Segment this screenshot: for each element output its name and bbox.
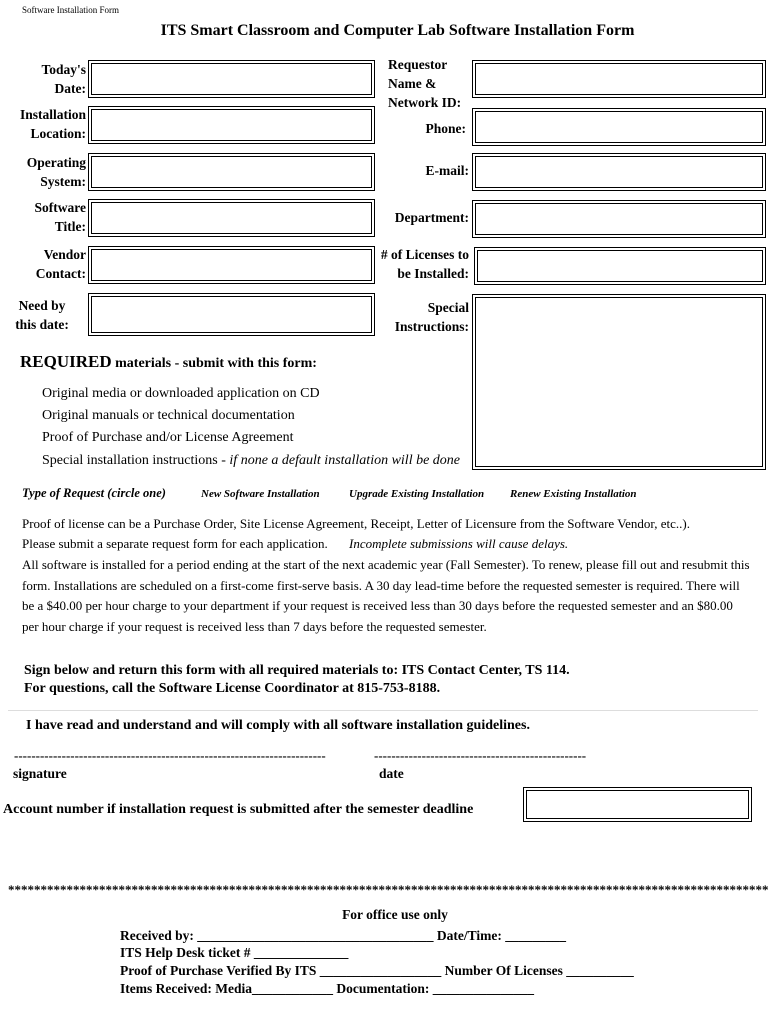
separate-request-text: Please submit a separate request form for each application. <box>22 536 328 551</box>
required-item: Original media or downloaded application on CD <box>42 386 320 401</box>
proof-verified-line: Proof of Purchase Verified By ITS __________________ Number Of Licenses __________ <box>120 963 634 978</box>
proof-of-license-text: Proof of license can be a Purchase Order, Site License Agreement, Receipt, Letter of Licensure from the Software Vendor, etc..). <box>22 516 690 531</box>
request-option-upgrade[interactable]: Upgrade Existing Installation <box>349 488 485 500</box>
required-word: REQUIRED <box>20 352 112 371</box>
label-software-title: Software Title: <box>34 200 86 234</box>
items-received-line: Items Received: Media____________ Documentation: _______________ <box>120 981 534 996</box>
signature-line[interactable]: ------------------------------------------------------------------------ <box>14 748 326 763</box>
operating-system-input[interactable] <box>92 157 371 187</box>
requestor-name-input[interactable] <box>476 64 762 94</box>
installation-location-input[interactable] <box>92 110 371 140</box>
sign-return-text: Sign below and return this form with all required materials to: ITS Contact Center, TS 114. <box>24 663 570 678</box>
label-requestor-name: Requestor Name & Network ID: <box>388 57 462 110</box>
vendor-contact-input[interactable] <box>92 250 371 280</box>
email-input[interactable] <box>476 157 762 187</box>
incomplete-warning: Incomplete submissions will cause delays. <box>349 536 569 551</box>
required-item <box>42 453 460 469</box>
help-desk-ticket-line: ITS Help Desk ticket # ______________ <box>120 945 349 960</box>
phone-field[interactable] <box>475 111 763 143</box>
software-title-input[interactable] <box>92 203 371 233</box>
required-item: Original manuals or technical documentation <box>42 408 295 423</box>
need-by-date-field[interactable] <box>91 296 372 333</box>
vendor-contact-field[interactable] <box>91 249 372 281</box>
operating-system-field[interactable] <box>91 156 372 188</box>
account-number-label: Account number if installation request is submitted after the semester deadline <box>3 802 474 817</box>
installation-location-field[interactable] <box>91 109 372 141</box>
special-instructions-textarea[interactable] <box>476 298 762 466</box>
separate-request-line <box>22 534 752 555</box>
software-title-field[interactable] <box>91 202 372 234</box>
todays-date-field[interactable] <box>91 63 372 95</box>
required-item: Proof of Purchase and/or License Agreement <box>42 430 294 445</box>
special-instructions-field[interactable] <box>475 297 763 467</box>
label-num-licenses: # of Licenses to be Installed: <box>380 247 469 281</box>
label-phone: Phone: <box>425 121 466 136</box>
label-todays-date: Today's Date: <box>41 62 86 96</box>
label-vendor-contact: Vendor Contact: <box>35 247 86 281</box>
required-item-note: if none a default installation will be done <box>229 453 461 468</box>
signature-label: signature <box>13 766 67 781</box>
page-title: ITS Smart Classroom and Computer Lab Software Installation Form <box>160 22 635 39</box>
label-special-instructions: Special Instructions: <box>394 300 469 334</box>
account-number-field[interactable] <box>526 790 749 819</box>
form-header-label: Software Installation Form <box>22 5 119 15</box>
label-need-by-date: Need by this date: <box>15 298 69 332</box>
num-licenses-field[interactable] <box>477 250 763 282</box>
star-divider: ********************************************************************************************************************* <box>8 882 769 897</box>
received-by-line: Received by: ___________________________________ Date/Time: _________ <box>120 928 566 943</box>
required-materials-heading <box>20 352 317 372</box>
label-installation-location: Installation Location: <box>19 107 86 141</box>
num-licenses-input[interactable] <box>478 251 762 281</box>
date-label: date <box>379 766 404 781</box>
department-field[interactable] <box>475 203 763 235</box>
office-use-heading: For office use only <box>342 907 448 922</box>
account-number-input[interactable] <box>527 791 748 818</box>
required-heading-rest: materials - submit with this form: <box>115 356 317 371</box>
request-type-label: Type of Request (circle one) <box>22 486 166 500</box>
department-input[interactable] <box>476 204 762 234</box>
date-line[interactable]: ------------------------------------------------- <box>374 748 587 763</box>
label-operating-system: Operating System: <box>26 155 86 189</box>
email-field[interactable] <box>475 156 763 188</box>
required-item-text: Special installation instructions - <box>42 453 230 468</box>
agreement-text: I have read and understand and will comply with all software installation guidelines. <box>26 718 530 733</box>
todays-date-input[interactable] <box>92 64 371 94</box>
phone-input[interactable] <box>476 112 762 142</box>
label-department: Department: <box>394 210 469 225</box>
questions-text: For questions, call the Software License Coordinator at 815-753-8188. <box>24 681 441 696</box>
request-option-renew[interactable]: Renew Existing Installation <box>510 488 637 500</box>
installation-policy-text: All software is installed for a period ending at the start of the next academic year (Fall Semester). To renew, please fill out and resubmit this form. Installations are scheduled on a first-come first-serve basis. A 30 day lead-time before the requested semester is required. There will be a $40.00 per hour charge to your department if your request is received less than 30 days before the requested semester and an $80.00 per hour charge if your request is received less than 7 days before the requested semester. <box>22 557 750 634</box>
need-by-date-input[interactable] <box>92 297 371 332</box>
requestor-name-field[interactable] <box>475 63 763 95</box>
label-email: E-mail: <box>425 163 469 178</box>
request-option-new[interactable]: New Software Installation <box>201 488 320 500</box>
divider <box>8 710 758 711</box>
